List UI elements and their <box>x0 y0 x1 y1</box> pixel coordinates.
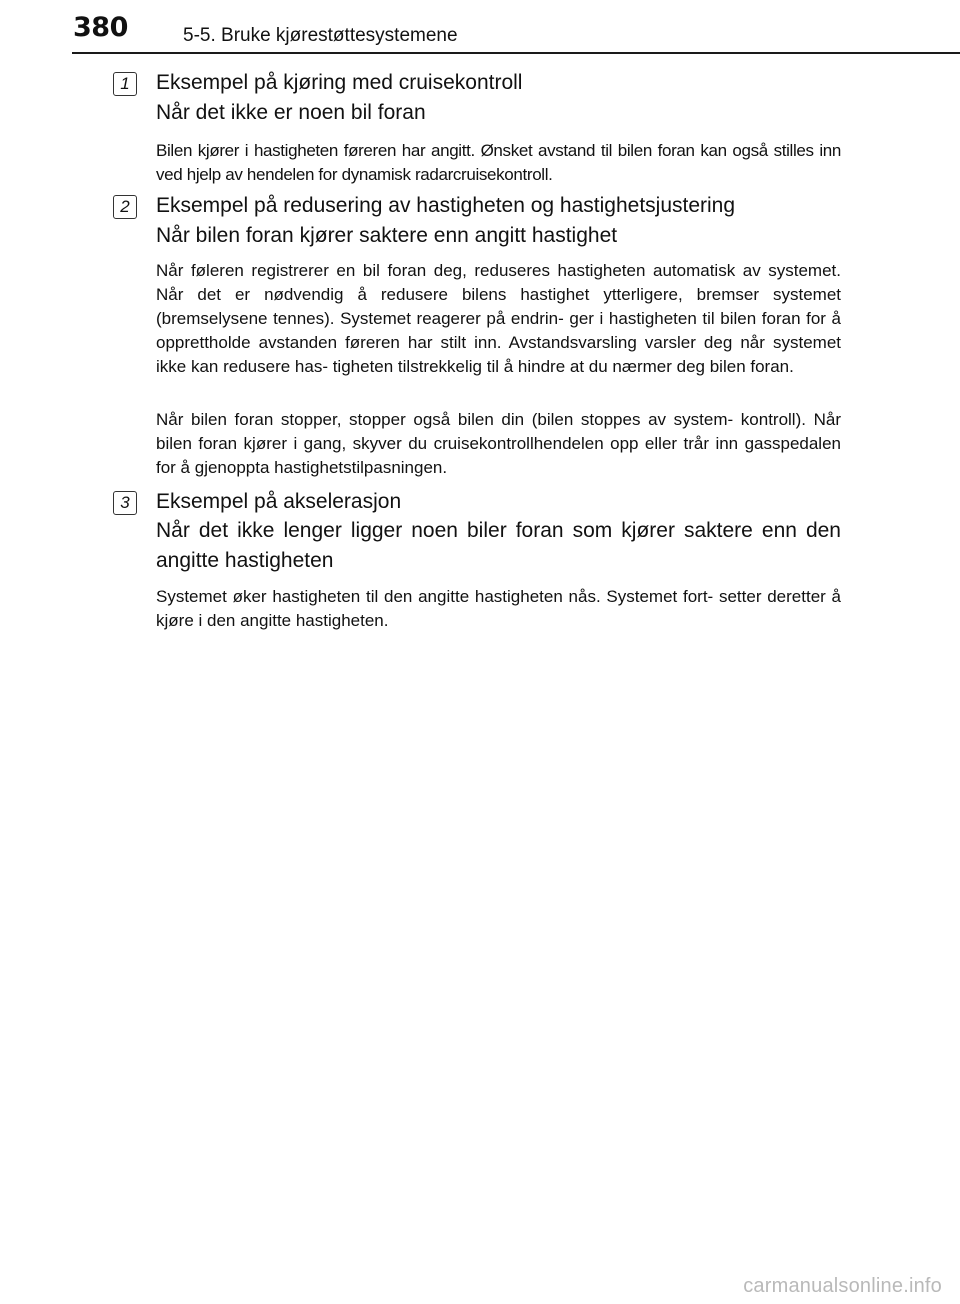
page-number: 380 <box>73 12 128 43</box>
section-title: Eksempel på redusering av hastigheten og hastighetsjustering <box>156 194 736 217</box>
section-number-badge: 3 <box>113 491 137 515</box>
section-title: Eksempel på kjøring med cruisekontroll <box>156 71 523 94</box>
section-paragraph: Når føleren registrerer en bil foran deg, reduseres hastigheten automatisk av systemet. Når det er nødvendig å redusere bilens hastighet ytterligere, bremser systemet (bremselysene tennes). Systemet reagerer på endrin- ger i hastigheten til bilen foran for å opprettholde avstanden føreren har stilt inn. Avstandsvarsling varsler deg når systemet ikke kan redusere has- tigheten tilstrekkelig til å hindre at du nærmer deg bilen foran. <box>156 261 841 376</box>
chapter-title: 5-5. Bruke kjørestøttesystemene <box>183 25 458 46</box>
watermark: carmanualsonline.info <box>743 1275 942 1297</box>
page-header <box>0 0 960 60</box>
section-subtitle: Når det ikke er noen bil foran <box>156 101 426 124</box>
header-divider <box>72 52 960 54</box>
section-number-badge: 1 <box>113 72 137 96</box>
section-subtitle: Når det ikke lenger ligger noen biler foran som kjører saktere enn den angitte hastigheten <box>156 519 841 572</box>
section-paragraph: Bilen kjører i hastigheten føreren har angitt. Ønsket avstand til bilen foran kan også stilles inn ved hjelp av hendelen for dynamisk radarcruisekontroll. <box>156 141 841 184</box>
section-title: Eksempel på akselerasjon <box>156 490 402 513</box>
section-paragraph: Systemet øker hastigheten til den angitte hastigheten nås. Systemet fort- setter deretter å kjøre i den angitte hastigheten. <box>156 587 841 630</box>
section-number-badge: 2 <box>113 195 137 219</box>
section-subtitle: Når bilen foran kjører saktere enn angitt hastighet <box>156 224 618 247</box>
section-paragraph: Når bilen foran stopper, stopper også bilen din (bilen stoppes av system- kontroll). Når bilen foran kjører i gang, skyver du cruisekontrollhendelen opp eller trår inn gasspedalen for å gjenoppta hastighetstilpasningen. <box>156 410 841 477</box>
